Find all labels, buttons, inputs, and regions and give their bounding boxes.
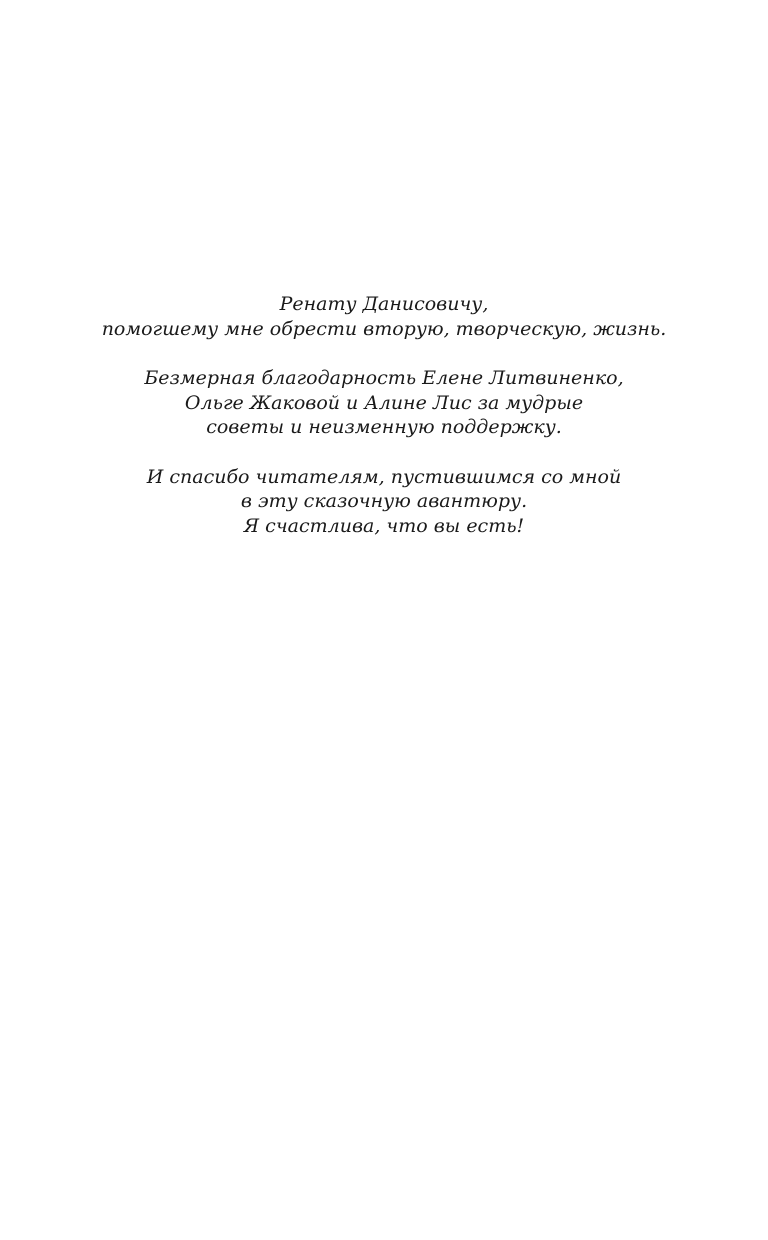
acknowledgement-line: Ольге Жаковой и Алине Лис за мудрые bbox=[184, 391, 584, 414]
reader-thanks-line: Я счастлива, что вы есть! bbox=[243, 514, 525, 537]
dedication-line: помогшему мне обрести вторую, творческую, жизнь. bbox=[101, 317, 667, 340]
dedication-block bbox=[0, 292, 768, 563]
reader-thanks-stanza bbox=[0, 465, 768, 539]
acknowledgement-line: советы и неизменную поддержку. bbox=[206, 416, 562, 438]
dedication-stanza-1 bbox=[0, 292, 768, 341]
reader-thanks-line: И спасибо читателям, пустившимся со мной bbox=[146, 465, 622, 488]
reader-thanks-line: в эту сказочную авантюру. bbox=[240, 490, 528, 512]
acknowledgement-stanza bbox=[0, 366, 768, 440]
dedication-line: Ренату Данисовичу, bbox=[279, 293, 489, 315]
acknowledgement-line: Безмерная благодарность Елене Литвиненко, bbox=[144, 367, 624, 389]
